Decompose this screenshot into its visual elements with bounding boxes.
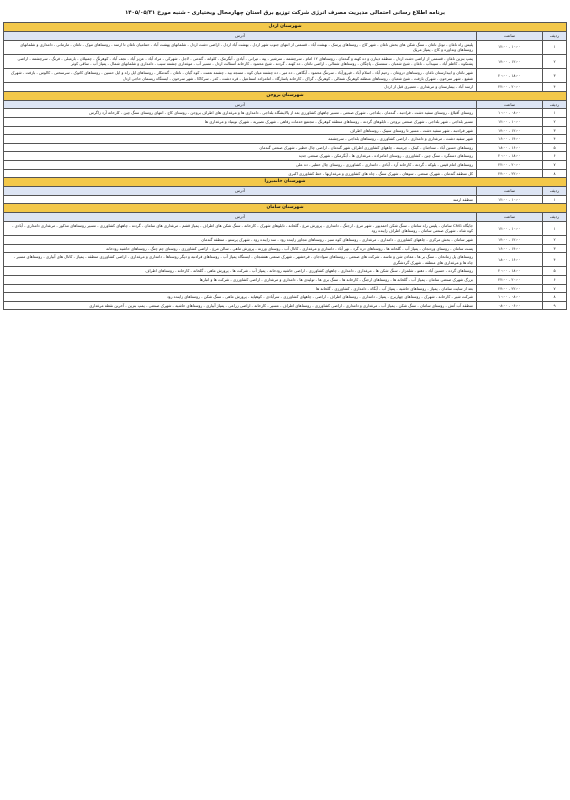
table-row — [4, 276, 567, 285]
time-slot: ۱۲:۰۰ - ۱۴:۰۰ — [477, 236, 543, 245]
outage-address: جایگاه CNG سامان - پلیس راه سامان - سنگ شکن احمدپور - شهر مرغ - ارجنگ - دامداری - پرورش مرغ - گلخانه - تابلوهای شهرک - کارخانه - سنگ شکن های اطراف - پمپاژ قشم - مرغداری های سامان - گردنه - چاههای کشاورزی - مسیر روستاهای مذکور - مرغداری دامداری - آبادی - کوه شاه - شهرک صنعتی سامان - روستاهای اطراف زاینده رود — [4, 221, 477, 235]
time-header: ساعت — [477, 213, 543, 222]
row-number: ۹ — [543, 301, 567, 310]
table-row — [4, 143, 567, 152]
time-slot: ۱۶:۰۰ - ۱۸:۰۰ — [477, 253, 543, 267]
column-header-row — [4, 100, 567, 109]
outage-address: روستاهای حسین آباد - ستاجنان - کینک - چرمینه - چاههای کشاورزی اطراف شهر گندمان - اراضی چال خطیر - شهرک صنعتی گندمان — [4, 143, 477, 152]
time-slot: ۱۰:۰۰ - ۱۲:۰۰ — [477, 117, 543, 126]
row-number: ۱ — [543, 109, 567, 118]
row-number: ۱ — [543, 195, 567, 204]
time-slot: ۱۸:۰۰ - ۲۰:۰۰ — [477, 267, 543, 276]
row-number: ۵ — [543, 143, 567, 152]
row-number-header: ردیف — [543, 213, 567, 222]
table-row — [4, 293, 567, 302]
address-header: آدرس — [4, 32, 477, 41]
row-number: ۴ — [543, 83, 567, 92]
outage-address: شهر سامان - بخش مرکزی - چاههای کشاورزی - دامداری - مرغداری - روستاهای کوه سبز - روستاهای مجاور زاینده رود - سد زاینده رود - شهرک پرستو - منطقه گندمان — [4, 236, 477, 245]
address-header: آدرس — [4, 100, 477, 109]
outage-address: ارمند آباد - بیمارستان و مرغداری - تعمیری قبل از اردل — [4, 83, 477, 92]
outage-address: روستاهای گرده - حسین آباد - دهنو - شلمزار - سنگ شکن ها - مرغداری - دامداری - چاههای کشاورزی - اراضی حاشیه رودخانه - پمپاژ آب - شرکت ها - پرورش ماهی - گلخانه - کارخانه - روستاهای اطراف — [4, 267, 477, 276]
row-number-header: ردیف — [543, 187, 567, 196]
outage-address: روستاهای پل زمانخان - سنگ بر ها - معادن شن و ماسه - شرکت های صنعتی - روستاهای سوادجان - فرخشهر - شهرک صنعتی هفشجان - ایستگاه پمپاژ آب - روستاهای فرادنبه و دیگر روستاها - دامداری و مرغداری - اراضی کشاورزی منطقه - پمپاژ - کانال های آبیاری - روستاهای مسیر - چاه ها و مرغداری های منطقه - شهرک گردشگری — [4, 253, 477, 267]
county-header-row — [4, 91, 567, 100]
row-number: ۴ — [543, 135, 567, 144]
time-slot: ۱۶:۰۰ - ۱۸:۰۰ — [477, 143, 543, 152]
outage-address: روستاهای امام قیس - بلوکه - گردنه - کارخانه آرد - آبادی - دامداری - کشاورزی - روستای چال خطیر - ده علی — [4, 160, 477, 169]
time-slot: ۰۸:۰۰ - ۱۰:۰۰ — [477, 109, 543, 118]
outage-address: مسیر بلداجی - شهر بلداجی - شهرک صنعتی بروجن - تابلوهای گردنه - روستاهای منطقه کوهرنگ - مجتمع خدمات رفاهی - شهرک نصیریه - شهرک نوبنیاد و مرغداری ها — [4, 117, 477, 126]
column-header-row — [4, 187, 567, 196]
time-slot: ۱۴:۰۰ - ۱۶:۰۰ — [477, 135, 543, 144]
outage-address: پست سامان - روستای وردنجان - پمپاژ آب - گلخانه ها - روستاهای دره گرد - نهر آباد - دامداری و مرغداری - کانال آب - روستای ورزنه - پرورش ماهی - سالن مرغ - اراضی کشاورزی - روستای چم چنگ - روستاهای حاشیه رودخانه — [4, 244, 477, 253]
document-title: برنامه اطلاع رسانی احتمالی مدیریت مصرف انرژی شرکت توزیع برق استان چهارمحال وبختیاری - شنبه مورخ ۱۴۰۵/۰۵/۳۱ — [124, 10, 446, 16]
row-number: ۲ — [543, 236, 567, 245]
row-number: ۸ — [543, 293, 567, 302]
table-row — [4, 253, 567, 267]
outage-address: روستای آقبلاغ - روستای سفید دشت - فرادنبه - گندمان - بلداجی - شهرک صنعتی - مسیر چاههای کشاورزی بعد از پالایشگاه بلداجی - دامداری ها و مرغداری های اطراف بروجن - روستای کاج - انتهای روستای سنگ چین - کارخانه آرد زاگرس — [4, 109, 477, 118]
row-number-header: ردیف — [543, 32, 567, 41]
table-row — [4, 109, 567, 118]
outage-address: شرکت شیر - کارخانه - شهرک - روستاهای چهاربرج - پمپاژ - دامداری - روستاهای اطراف - اراضی - چاههای کشاورزی - سرآبادی - کوهپایه - پرورش ماهی - سنگ شکن - روستاهای زاینده رود — [4, 293, 477, 302]
address-header: آدرس — [4, 213, 477, 222]
row-number: ۳ — [543, 126, 567, 135]
row-number: ۷ — [543, 160, 567, 169]
table-row — [4, 221, 567, 235]
row-number: ۲ — [543, 54, 567, 68]
table-row — [4, 40, 567, 54]
county-name: شهرستان اردل — [4, 23, 567, 32]
outage-address: بزرگ شهرک صنعتی سامان - پمپاژ آب - گلخانه ها - روستاهای ارجنگ - کارخانه ها - سنگ بری ها - تولیدی ها - دامداری و مرغداری - اراضی کشاورزی - شرکت ها و انبارها — [4, 276, 477, 285]
time-slot: ۰۶:۰۰ - ۰۸:۰۰ — [477, 301, 543, 310]
row-number: ۳ — [543, 244, 567, 253]
outage-address: منطقه ارمند — [4, 195, 477, 204]
time-slot: ۲۲:۰۰ - ۲۴:۰۰ — [477, 169, 543, 178]
time-slot: ۱۲:۰۰ - ۱۴:۰۰ — [477, 54, 543, 68]
county-name: شهرستان بروجن — [4, 91, 567, 100]
county-name: شهرستان سامان — [4, 204, 567, 213]
time-header: ساعت — [477, 32, 543, 41]
outage-address: کل منطقه گندمان - شهرک صنعتی - سوهان - شهرک سنگ - چاه های کشاورزی و مرغداریها - خط کشاورزی اکبری — [4, 169, 477, 178]
table-row — [4, 152, 567, 161]
table-row — [4, 284, 567, 293]
outage-address: شهر فرادنبه - شهر سفید دشت - مسیر تا روستای سیبک - روستاهای اطراف — [4, 126, 477, 135]
time-header: ساعت — [477, 187, 543, 196]
time-slot: ۲۲:۰۰ - ۲۴:۰۰ — [477, 284, 543, 293]
outage-address: پلیس راه ناغان - تونل ناغان - سنگ شکن های بخش ناغان - شهر کاج - روستاهای پرسک - بهشت آباد - قسمتی از انتهای جنوب شهر اردل - بهشت آباد اردل - اراضی دشت اردل - شلمانهای پهشت آباد - حمامیان ناغان تا ارمند - روستاهای تنوک - ناغان - مارمانی - دامداری و شلمانهای روستاهای ونداوره و کاج - پمپاژ مرپک — [4, 40, 477, 54]
address-header: آدرس — [4, 187, 477, 196]
row-number: ۸ — [543, 169, 567, 178]
row-number: ۴ — [543, 253, 567, 267]
table-row — [4, 267, 567, 276]
outage-address: شهر ناغان و ابیدارستان ناغان - روستاهای دروغان - رحیم آباد - اسلام آباد - فیروزآباد - سرتنگ محمود - آبگاهی - ده میر - ده چشمه میان کوه - مسجد بید - چشمه نعمت - کوه گیان - ناغان - گندمکار - روستاهای ایل راه و ایل حسین - روستاهای کاتوک - سرسختی - کالوس - بازفت - شهرک شفیع - شهر سرخون - شهرک بازفت - شیخ شعبان - روستاهای منطقه کوهرنگ شمالی - کوهرنگ - گزاک - کارخانه پاسارگاد - امامزاده اسماعیل - قره دشت - کدر - سرکاکا - شهر سرخون - ایستگاه ریسمان حاجی اردل — [4, 68, 477, 82]
county-header-row — [4, 178, 567, 187]
time-header: ساعت — [477, 100, 543, 109]
table-row — [4, 126, 567, 135]
time-slot: ۲۰:۰۰ - ۲۲:۰۰ — [477, 276, 543, 285]
table-row — [4, 236, 567, 245]
time-slot: ۱۴:۰۰ - ۱۶:۰۰ — [477, 244, 543, 253]
outage-schedule-table — [3, 22, 567, 310]
row-number: ۲ — [543, 117, 567, 126]
table-row — [4, 83, 567, 92]
table-row — [4, 135, 567, 144]
time-slot: ۲۰:۰۰ - ۲۲:۰۰ — [477, 83, 543, 92]
time-slot: ۱۰:۰۰ - ۱۲:۰۰ — [477, 40, 543, 54]
time-slot: ۲۰:۰۰ - ۲۲:۰۰ — [477, 160, 543, 169]
county-header-row — [4, 204, 567, 213]
row-number: ۷ — [543, 284, 567, 293]
outage-address: بعد از سایت سامان - پمپاژ - روستاهای حاشیه - پمپاژ آب - آبگاه - دامداری - کشاورزی - گلخانه ها — [4, 284, 477, 293]
table-row — [4, 244, 567, 253]
county-header-row — [4, 23, 567, 32]
row-number: ۱ — [543, 221, 567, 235]
time-slot: ۰۸:۰۰ - ۱۰:۰۰ — [477, 293, 543, 302]
outage-address: روستاهای دستگرد - سنگ چین - کشاورزی - روستای امامزاده - مرغداری ها - آبگرمکن - شهرک صنعتی جدید — [4, 152, 477, 161]
time-slot: ۱۰:۰۰ - ۱۲:۰۰ — [477, 221, 543, 235]
column-header-row — [4, 32, 567, 41]
outage-address: پمپ بنزین ناغان - قسمتی از اراضی دشت اردل - منطقه دینارن و ده کهنه و گندمان - روستاهای ۱۲ امام - سرچشمه - سرشیر - پپه - تیرانی - آبادی - آبگرمک - کلوانه - گندمی - لاجل - شهرکی - مراد آباد - عزیز آباد - نجف آباد - کوهرنگ - چمبیلان - بارمبلی - فرنگ - سرچشمه - اراضی پشتکوه - کاظم آباد - سپیدآب - ناغان - شیخ شعبان - سمسک - پاچگان - روستاهای شمالی - اراضی ناغان - ده کهنه - گردنه - شیخ محمود - کارخانه آسفالت اردل - مسیر آب - موغداری چشمه سیب - دامداری و شلمانهای شمال - پمپاژ آب - ساقی کوثر — [4, 54, 477, 68]
time-slot: ۱۲:۰۰ - ۱۴:۰۰ — [477, 126, 543, 135]
outage-address: منطقه آب آتش - روستای سامان - سنگ شکن - پمپاژ آب - مرغداری و دامداری - اراضی کشاورزی - روستاهای اطراف - مسیر - کارخانه - اراضی زراعی - پمپاژ آبیاری - روستاهای حاشیه - شهرک صنعتی - پمپ بنزین - آخرین نقطه مرغداری — [4, 301, 477, 310]
table-row — [4, 54, 567, 68]
table-row — [4, 195, 567, 204]
county-name: شهرستان خانمیرزا — [4, 178, 567, 187]
row-number: ۶ — [543, 276, 567, 285]
row-number-header: ردیف — [543, 100, 567, 109]
row-number: ۳ — [543, 68, 567, 82]
table-row — [4, 160, 567, 169]
row-number: ۶ — [543, 152, 567, 161]
row-number: ۱ — [543, 40, 567, 54]
table-row — [4, 301, 567, 310]
outage-address: شهر سفید دشت - مرغداری و دامداری - اراضی کشاورزی - روستاهای بلداجی - سرچشمه — [4, 135, 477, 144]
time-slot: ۱۰:۰۰ - ۱۲:۰۰ — [477, 195, 543, 204]
table-row — [4, 117, 567, 126]
column-header-row — [4, 213, 567, 222]
table-row — [4, 68, 567, 82]
time-slot: ۱۸:۰۰ - ۲۰:۰۰ — [477, 152, 543, 161]
row-number: ۵ — [543, 267, 567, 276]
time-slot: ۱۸:۰۰ - ۲۰:۰۰ — [477, 68, 543, 82]
table-row — [4, 169, 567, 178]
